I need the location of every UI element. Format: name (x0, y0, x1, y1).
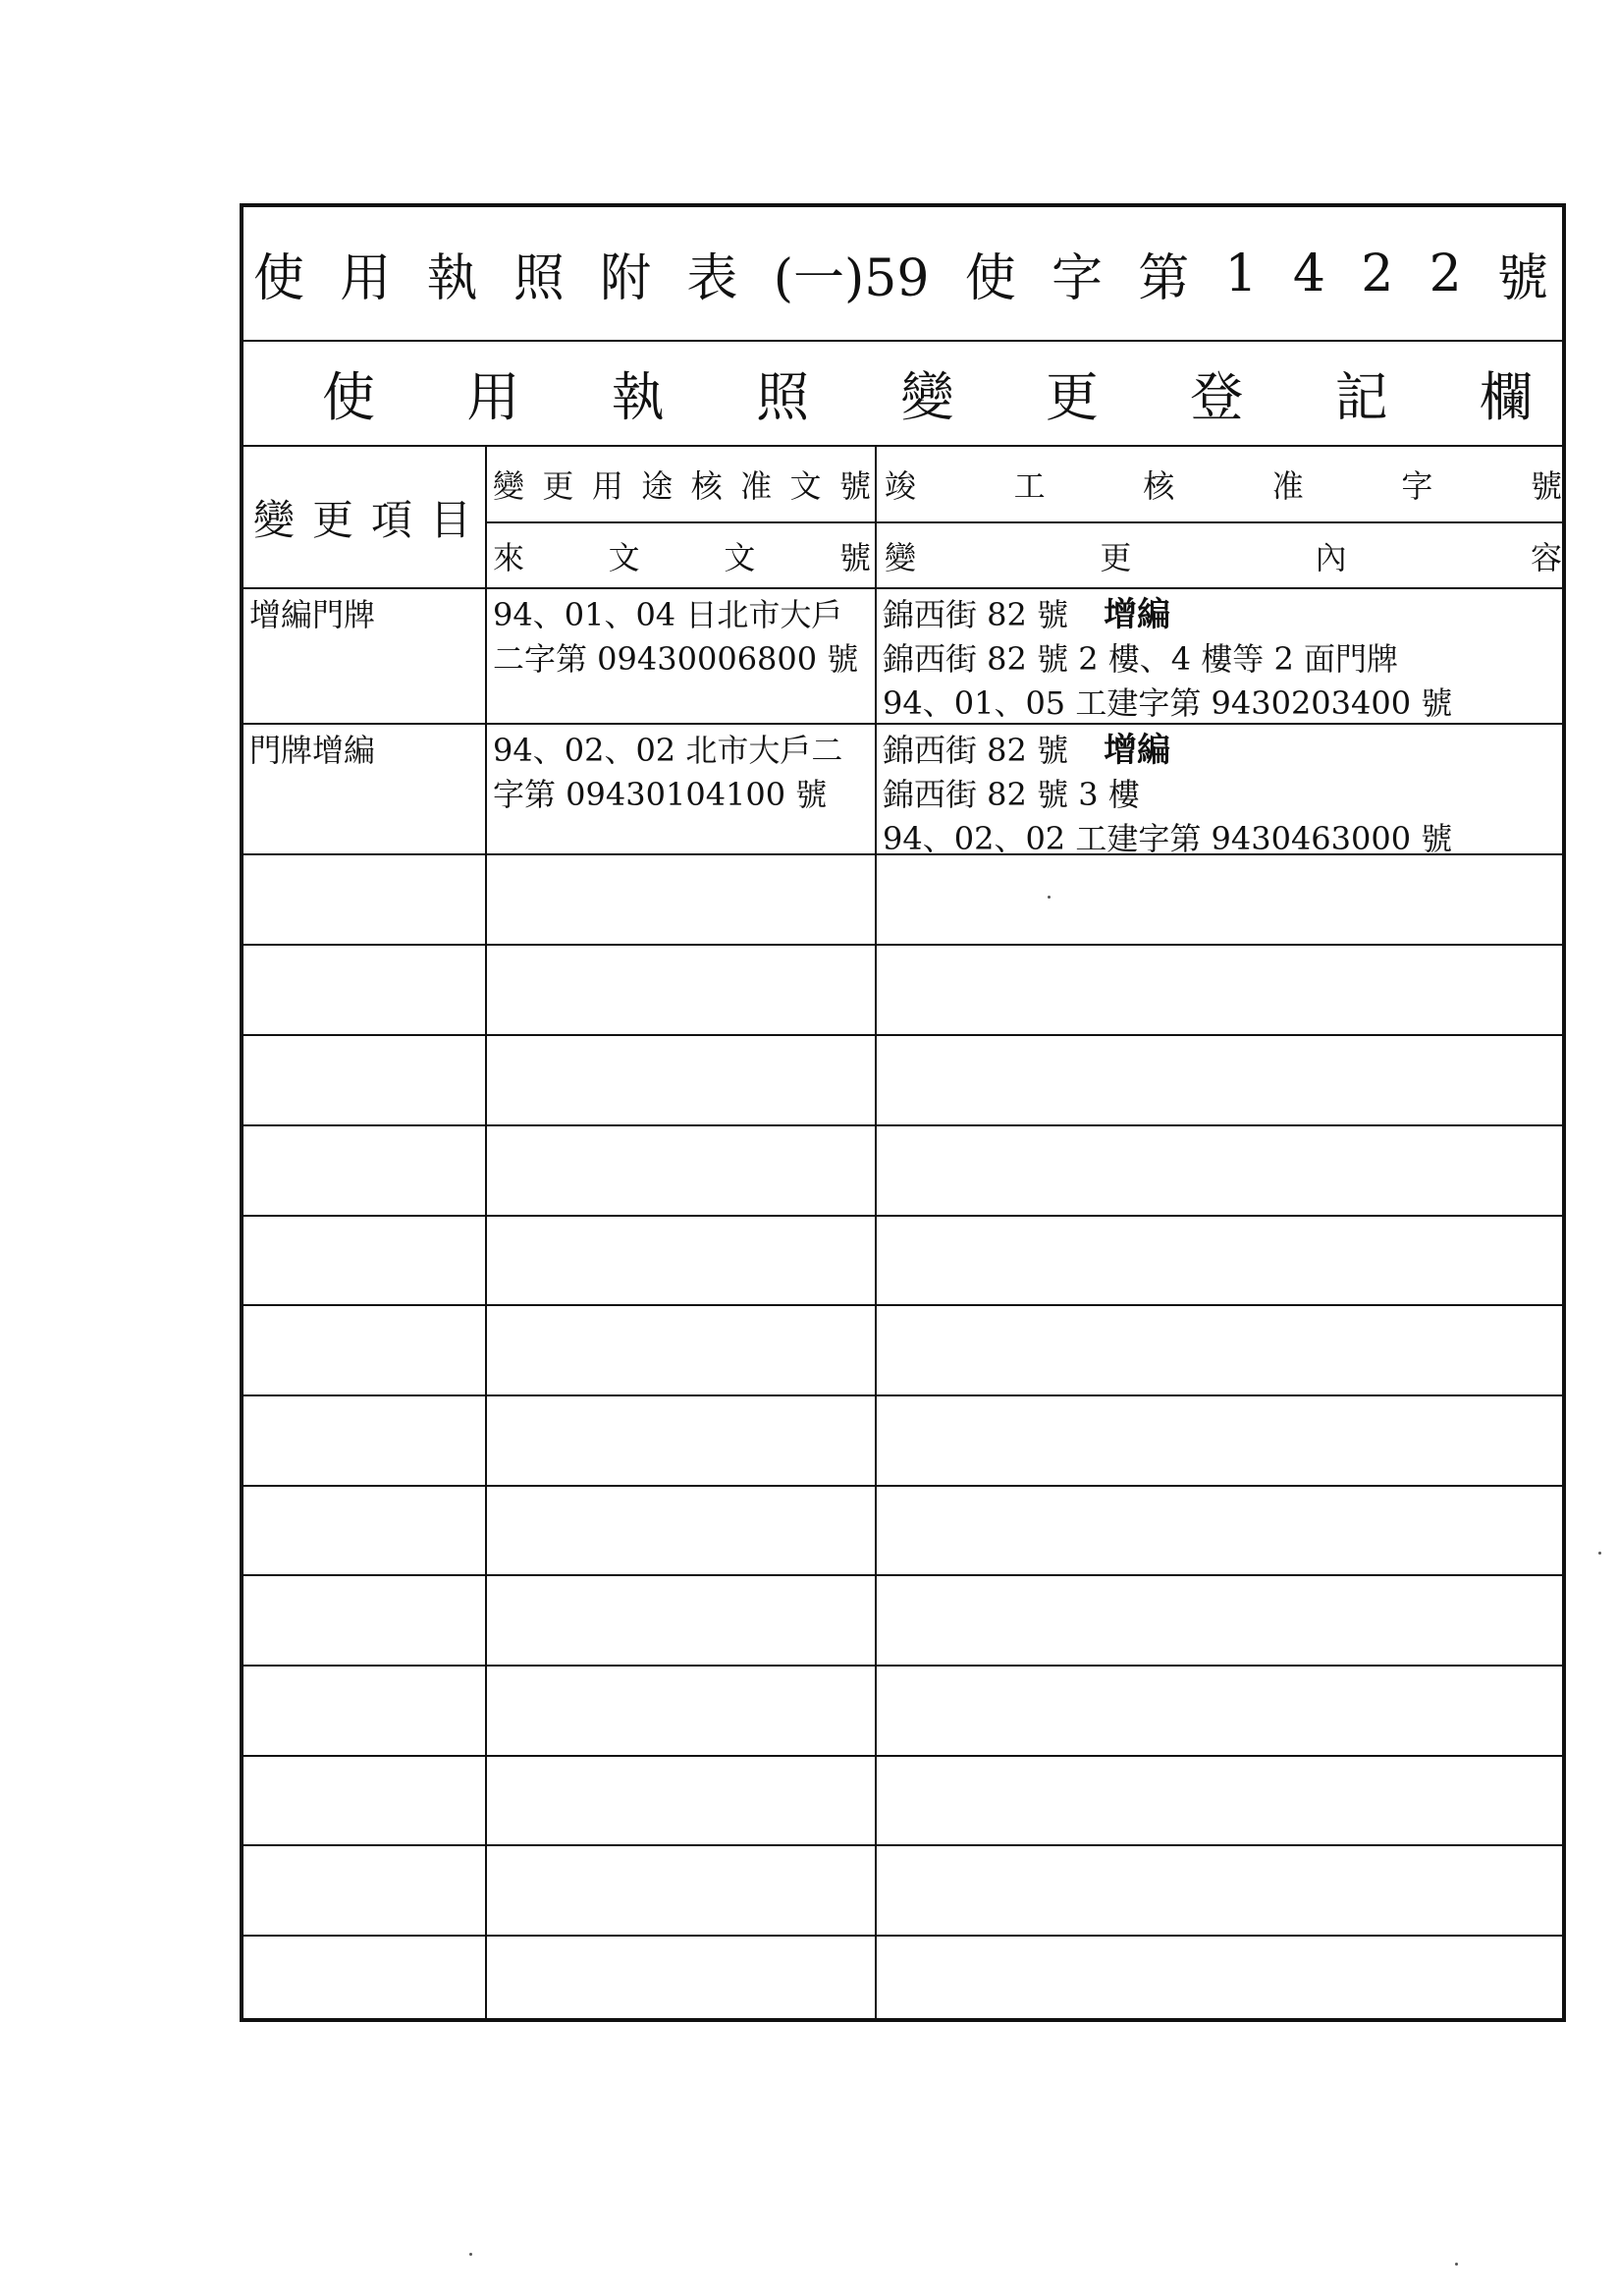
title-char: 附 (600, 249, 652, 308)
title-char: 4 (1292, 244, 1325, 303)
column-line (485, 445, 487, 2018)
header-char: 核 (690, 467, 723, 505)
content-detail: 錦西街 82 號 3 樓 94、02、02 工建字第 9430463000 號 (883, 776, 1453, 857)
empty-row-line (243, 1394, 1562, 1396)
entry-change-content (877, 725, 1566, 857)
column-line (875, 445, 877, 2018)
header-char: 更 (542, 467, 574, 505)
empty-row-line (243, 1485, 1562, 1487)
header-char: 變 (253, 495, 296, 544)
subtitle-char: 執 (611, 366, 665, 428)
entry-approval-doc: 94、02、02 北市大戶二 字第 09430104100 號 (493, 732, 843, 813)
entry-approval-doc: 94、01、04 日北市大戶 二字第 09430006800 號 (493, 596, 859, 678)
scan-speck (469, 2253, 472, 2256)
subtitle-char: 更 (1045, 366, 1099, 428)
title-char: 字 (1051, 249, 1103, 308)
title-char: 執 (426, 249, 478, 308)
empty-row-line (243, 1124, 1562, 1126)
form-subtitle (243, 342, 1562, 445)
header-char: 號 (1530, 467, 1562, 505)
scan-speck (1455, 2263, 1458, 2266)
subtitle-char: 照 (756, 366, 810, 428)
title-char: 2 (1429, 244, 1462, 303)
empty-row-line (243, 944, 1562, 946)
header-approval-doc (487, 447, 875, 521)
subtitle-char: 變 (900, 366, 954, 428)
title-char: 1 (1224, 244, 1258, 303)
scan-speck (1048, 896, 1051, 899)
header-char: 更 (1100, 538, 1132, 576)
header-char: 文 (608, 538, 640, 576)
entry-item: 增編門牌 (249, 596, 376, 633)
title-char: 表 (686, 249, 738, 308)
divider (243, 853, 1562, 855)
content-detail: 錦西街 82 號 2 樓、4 樓等 2 面門牌 94、01、05 工建字第 9430203400 號 (883, 640, 1453, 722)
header-char: 途 (641, 467, 674, 505)
header-char: 容 (1530, 538, 1562, 576)
form-title (243, 207, 1562, 340)
scan-speck (1598, 1552, 1601, 1555)
header-char: 內 (1315, 538, 1347, 576)
header-char: 變 (493, 467, 525, 505)
empty-row-line (243, 1935, 1562, 1937)
title-char: 號 (1496, 249, 1548, 308)
title-char: 用 (340, 249, 392, 308)
title-char: 照 (512, 249, 565, 308)
header-char: 號 (838, 467, 871, 505)
content-address: 錦西街 82 號 (883, 732, 1069, 769)
header-incoming-doc (487, 523, 875, 587)
title-char: 使 (964, 249, 1016, 308)
entry-change-content (877, 589, 1566, 721)
empty-row-line (243, 1665, 1562, 1667)
empty-row-line (243, 1574, 1562, 1576)
header-char: 文 (789, 467, 822, 505)
title-char: (一)59 (773, 249, 930, 308)
content-address: 錦西街 82 號 (883, 596, 1069, 633)
subtitle-char: 記 (1334, 366, 1388, 428)
empty-row-line (243, 1034, 1562, 1036)
empty-row-line (243, 1844, 1562, 1846)
header-change-content (877, 523, 1566, 587)
empty-row-line (243, 1304, 1562, 1306)
subtitle-char: 欄 (1480, 366, 1533, 428)
header-char: 准 (740, 467, 773, 505)
content-tag: 增編 (1104, 731, 1171, 770)
header-char: 竣 (885, 467, 917, 505)
header-char: 目 (429, 495, 471, 544)
header-char: 文 (724, 538, 756, 576)
title-char: 第 (1138, 249, 1190, 308)
header-char: 來 (493, 538, 525, 576)
change-register-form (240, 203, 1566, 2022)
subtitle-char: 使 (322, 366, 375, 428)
empty-row-line (243, 1755, 1562, 1757)
subtitle-char: 登 (1190, 366, 1244, 428)
header-char: 工 (1013, 467, 1046, 505)
header-char: 更 (311, 495, 353, 544)
header-char: 變 (885, 538, 917, 576)
header-char: 准 (1271, 467, 1304, 505)
header-char: 號 (838, 538, 871, 576)
content-tag: 增編 (1104, 595, 1171, 634)
empty-row-line (243, 1215, 1562, 1217)
subtitle-char: 用 (466, 366, 520, 428)
header-char: 項 (370, 495, 412, 544)
header-change-item (243, 447, 485, 587)
header-completion-doc (877, 447, 1566, 521)
header-char: 用 (591, 467, 623, 505)
header-char: 核 (1143, 467, 1175, 505)
header-char: 字 (1401, 467, 1433, 505)
entry-item: 門牌增編 (249, 732, 376, 769)
title-char: 2 (1361, 244, 1394, 303)
title-char: 使 (253, 249, 305, 308)
